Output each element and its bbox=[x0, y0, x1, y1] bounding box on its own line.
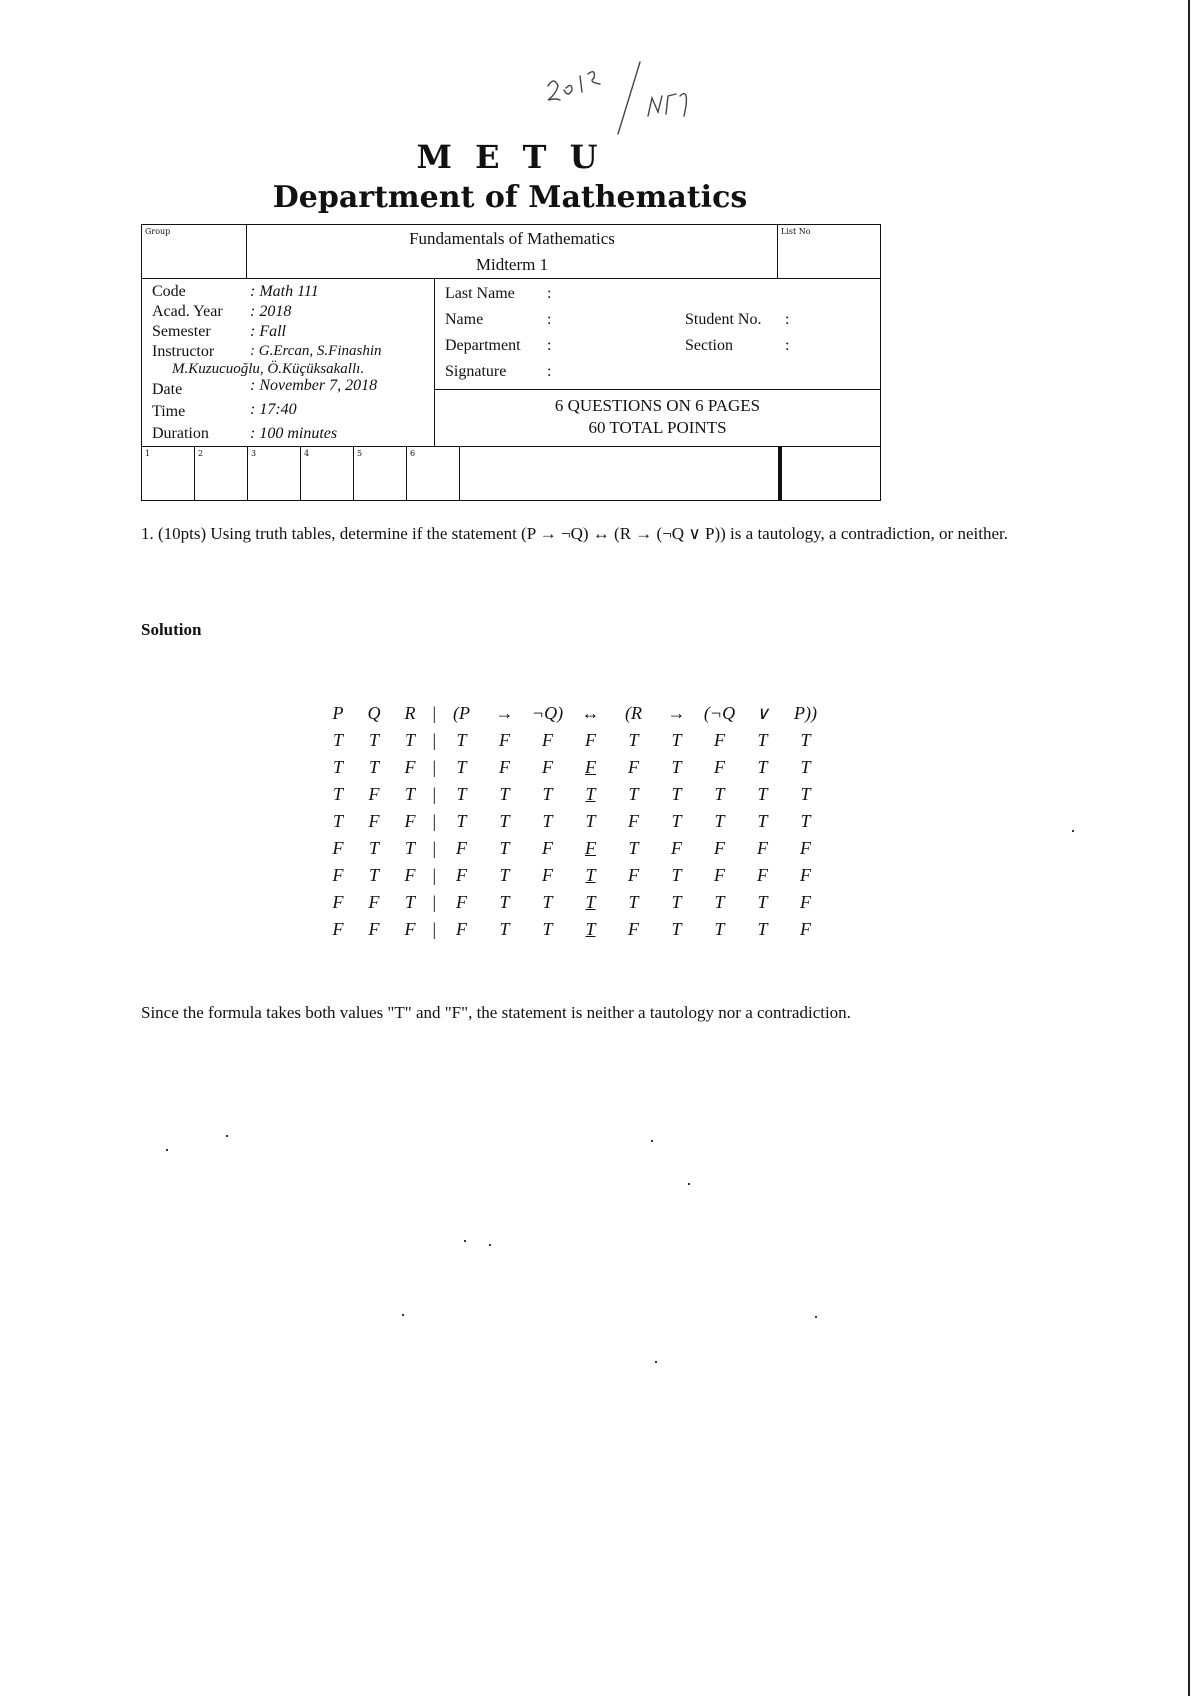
date-value: : November 7, 2018 bbox=[250, 377, 378, 394]
truth-table-cell: F bbox=[714, 865, 725, 885]
instructor-value: : G.Ercan, S.Finashin bbox=[250, 343, 382, 359]
truth-table-cell: T bbox=[800, 811, 811, 831]
truth-table-cell: F bbox=[368, 892, 380, 912]
truth-table-row bbox=[320, 808, 827, 835]
truth-table-cell: F bbox=[368, 919, 380, 939]
code-value: : Math 111 bbox=[250, 283, 319, 300]
truth-table-cell: F bbox=[800, 838, 811, 858]
truth-table-cell: T bbox=[714, 811, 725, 831]
truth-table-cell: T bbox=[585, 784, 596, 804]
header-cell: (¬Q bbox=[703, 703, 736, 723]
score-cell-6: 6 bbox=[406, 446, 460, 501]
truth-table-cell: T bbox=[714, 919, 725, 939]
truth-table-cell: | bbox=[431, 865, 437, 885]
truth-table-cell: T bbox=[368, 757, 379, 777]
scan-speck bbox=[226, 1135, 228, 1137]
truth-table-cell: F bbox=[456, 838, 467, 858]
truth-table-cell: T bbox=[499, 838, 510, 858]
acad-year-label: Acad. Year bbox=[152, 303, 223, 320]
truth-table-cell: T bbox=[404, 784, 415, 804]
header-university: M E T U bbox=[416, 138, 604, 176]
date-label: Date bbox=[152, 381, 183, 398]
exam-name: Midterm 1 bbox=[475, 255, 549, 274]
truth-table-cell: F bbox=[585, 838, 596, 858]
truth-table-cell: T bbox=[671, 811, 682, 831]
header-cell: (R bbox=[625, 703, 642, 723]
course-cell bbox=[246, 224, 778, 279]
header-cell: Q bbox=[367, 703, 381, 723]
header-cell: | bbox=[431, 703, 437, 723]
truth-table-cell: T bbox=[456, 784, 467, 804]
group-label: Group bbox=[145, 227, 171, 236]
time-label: Time bbox=[152, 403, 186, 420]
scan-speck bbox=[489, 1244, 491, 1246]
points-line: 60 TOTAL POINTS bbox=[588, 418, 727, 437]
truth-table-cell: T bbox=[628, 838, 639, 858]
truth-table-cell: T bbox=[542, 892, 553, 912]
questions-line: 6 QUESTIONS ON 6 PAGES bbox=[554, 396, 761, 415]
truth-table-cell: F bbox=[628, 865, 639, 885]
group-cell bbox=[141, 224, 247, 279]
department-label: Department bbox=[445, 337, 521, 354]
truth-table-cell: | bbox=[431, 919, 437, 939]
truth-table-cell: T bbox=[368, 730, 379, 750]
department-colon: : bbox=[547, 337, 552, 354]
truth-table-cell: F bbox=[585, 757, 596, 777]
truth-table-cell: F bbox=[332, 838, 344, 858]
scan-speck bbox=[1072, 830, 1074, 832]
truth-table-cell: T bbox=[585, 892, 596, 912]
truth-table-row bbox=[320, 835, 827, 862]
header-cell: ∨ bbox=[755, 703, 770, 723]
truth-table-cell: F bbox=[542, 757, 553, 777]
truth-table-cell: T bbox=[671, 919, 682, 939]
truth-table-cell: T bbox=[671, 865, 682, 885]
truth-table-cell: T bbox=[404, 730, 415, 750]
truth-table-cell: T bbox=[800, 757, 811, 777]
exam-info-box bbox=[141, 224, 881, 501]
last-name-colon: : bbox=[547, 285, 552, 302]
last-name-label: Last Name bbox=[445, 285, 515, 302]
truth-table-cell: | bbox=[431, 757, 437, 777]
instructor-label: Instructor bbox=[152, 343, 215, 360]
truth-table-cell: F bbox=[671, 838, 682, 858]
course-details bbox=[141, 278, 435, 447]
truth-table-row bbox=[320, 781, 827, 808]
truth-table-cell: F bbox=[800, 919, 811, 939]
truth-table-cell: | bbox=[431, 838, 437, 858]
truth-table-cell: F bbox=[542, 865, 553, 885]
course-title: Fundamentals of Mathematics bbox=[409, 229, 615, 248]
score-cell-1: 1 bbox=[141, 446, 195, 501]
solution-label: Solution bbox=[141, 620, 202, 639]
truth-table-cell: T bbox=[628, 784, 639, 804]
truth-table-cell: T bbox=[585, 919, 596, 939]
truth-table-cell: T bbox=[368, 865, 379, 885]
truth-table-cell: T bbox=[585, 865, 596, 885]
truth-table-cell: T bbox=[757, 919, 768, 939]
header-cell: (P bbox=[453, 703, 470, 723]
header-cell: P)) bbox=[794, 703, 817, 723]
truth-table-cell: F bbox=[585, 730, 596, 750]
scan-speck bbox=[464, 1240, 466, 1242]
truth-table-cell: F bbox=[332, 892, 344, 912]
list-no-cell bbox=[777, 224, 881, 279]
truth-table-cell: T bbox=[542, 811, 553, 831]
truth-table-cell: | bbox=[431, 730, 437, 750]
student-no-label: Student No. bbox=[685, 311, 762, 328]
truth-table-row bbox=[320, 862, 827, 889]
truth-table-cell: T bbox=[499, 892, 510, 912]
truth-table-cell: T bbox=[757, 757, 768, 777]
truth-table-cell: T bbox=[499, 811, 510, 831]
header-cell: R bbox=[404, 703, 416, 723]
truth-table-cell: | bbox=[431, 811, 437, 831]
truth-table-row bbox=[320, 754, 827, 781]
truth-table-cell: F bbox=[757, 865, 768, 885]
truth-table-cell: T bbox=[757, 811, 768, 831]
score-total-cell bbox=[778, 446, 881, 501]
truth-table-cell: T bbox=[714, 892, 725, 912]
truth-table-cell: T bbox=[714, 784, 725, 804]
truth-table-cell: T bbox=[671, 730, 682, 750]
student-no-colon: : bbox=[785, 311, 790, 328]
truth-table-cell: F bbox=[404, 757, 416, 777]
truth-table-cell: F bbox=[628, 919, 639, 939]
name-label: Name bbox=[445, 311, 484, 328]
duration-label: Duration bbox=[152, 425, 209, 442]
truth-table-cell: T bbox=[456, 811, 467, 831]
signature-label: Signature bbox=[445, 363, 507, 380]
points-info bbox=[434, 389, 881, 447]
code-label: Code bbox=[152, 283, 186, 300]
question-1: 1. (10pts) Using truth tables, determine if the statement (P → ¬Q) ↔ (R → (¬Q ∨ P)) is a tautology, a contradiction, or neither. bbox=[141, 524, 1008, 543]
truth-table-cell: T bbox=[542, 919, 553, 939]
scan-speck bbox=[402, 1314, 404, 1316]
truth-table-cell: F bbox=[628, 811, 639, 831]
truth-table-row bbox=[320, 727, 827, 754]
time-value: : 17:40 bbox=[250, 401, 297, 418]
score-cell-blank bbox=[459, 446, 779, 501]
semester-label: Semester bbox=[152, 323, 211, 340]
truth-table-cell: T bbox=[456, 730, 467, 750]
section-label: Section bbox=[685, 337, 733, 354]
truth-table-cell: T bbox=[499, 784, 510, 804]
conclusion: Since the formula takes both values "T" and "F", the statement is neither a tautology nor a contradiction. bbox=[141, 1003, 851, 1022]
list-no-label: List No bbox=[781, 227, 811, 236]
truth-table-cell: F bbox=[714, 838, 725, 858]
truth-table-cell: T bbox=[456, 757, 467, 777]
truth-table-cell: T bbox=[499, 865, 510, 885]
truth-table-cell: F bbox=[456, 919, 467, 939]
duration-value: : 100 minutes bbox=[250, 425, 338, 442]
truth-table-cell: T bbox=[757, 892, 768, 912]
truth-table-row bbox=[320, 889, 827, 916]
header-cell: ↔ bbox=[581, 703, 600, 723]
truth-table-cell: F bbox=[456, 892, 467, 912]
truth-table-cell: T bbox=[368, 838, 379, 858]
truth-table-cell: F bbox=[800, 865, 811, 885]
truth-table-cell: F bbox=[499, 757, 510, 777]
header-cell: P bbox=[332, 703, 344, 723]
score-cell-4: 4 bbox=[300, 446, 354, 501]
truth-table-cell: F bbox=[714, 757, 725, 777]
truth-table-cell: | bbox=[431, 784, 437, 804]
truth-table-cell: F bbox=[542, 838, 553, 858]
score-cell-2: 2 bbox=[194, 446, 248, 501]
handwritten-note bbox=[540, 56, 740, 136]
instructor-value-2: M.Kuzucuoğlu, Ö.Küçüksakallı. bbox=[172, 361, 365, 377]
truth-table-cell: F bbox=[714, 730, 725, 750]
truth-table-cell: F bbox=[368, 811, 380, 831]
truth-table-cell: F bbox=[542, 730, 553, 750]
truth-table-cell: F bbox=[800, 892, 811, 912]
truth-table-header bbox=[320, 700, 827, 727]
header-cell: → bbox=[667, 703, 686, 723]
acad-year-value: : 2018 bbox=[250, 303, 292, 320]
truth-table-cell: T bbox=[800, 730, 811, 750]
truth-table-cell: T bbox=[542, 784, 553, 804]
truth-table-cell: T bbox=[628, 892, 639, 912]
name-colon: : bbox=[547, 311, 552, 328]
page-edge-line bbox=[1188, 0, 1190, 1696]
header-cell: ¬Q) bbox=[531, 703, 564, 723]
section-colon: : bbox=[785, 337, 790, 354]
truth-table-row bbox=[320, 916, 827, 943]
truth-table-cell: T bbox=[499, 919, 510, 939]
truth-table-cell: T bbox=[671, 892, 682, 912]
truth-table-cell: T bbox=[757, 784, 768, 804]
truth-table-cell: T bbox=[800, 784, 811, 804]
truth-table-cell: F bbox=[757, 838, 768, 858]
truth-table-cell: F bbox=[456, 865, 467, 885]
truth-table-cell: T bbox=[332, 730, 343, 750]
truth-table-cell: T bbox=[404, 838, 415, 858]
truth-table-cell: | bbox=[431, 892, 437, 912]
truth-table-cell: T bbox=[332, 784, 343, 804]
signature-colon: : bbox=[547, 363, 552, 380]
truth-table-cell: F bbox=[404, 811, 416, 831]
truth-table-cell: T bbox=[332, 757, 343, 777]
header-department: Department of Mathematics bbox=[272, 180, 748, 215]
scan-speck bbox=[655, 1361, 657, 1363]
scan-speck bbox=[651, 1140, 653, 1142]
truth-table-cell: T bbox=[671, 784, 682, 804]
truth-table-cell: F bbox=[499, 730, 510, 750]
truth-table bbox=[320, 700, 827, 943]
truth-table-cell: T bbox=[332, 811, 343, 831]
truth-table-cell: F bbox=[332, 919, 344, 939]
truth-table-cell: F bbox=[404, 919, 416, 939]
truth-table-cell: F bbox=[332, 865, 344, 885]
score-cell-5: 5 bbox=[353, 446, 407, 501]
truth-table-cell: T bbox=[585, 811, 596, 831]
truth-table-cell: T bbox=[757, 730, 768, 750]
scan-speck bbox=[815, 1316, 817, 1318]
scan-speck bbox=[688, 1183, 690, 1185]
scan-speck bbox=[166, 1149, 168, 1151]
header-cell: → bbox=[495, 703, 514, 723]
score-cell-3: 3 bbox=[247, 446, 301, 501]
truth-table-cell: T bbox=[628, 730, 639, 750]
truth-table-cell: T bbox=[671, 757, 682, 777]
student-fields bbox=[434, 278, 881, 390]
truth-table-cell: F bbox=[404, 865, 416, 885]
truth-table-cell: F bbox=[368, 784, 380, 804]
semester-value: : Fall bbox=[250, 323, 286, 340]
truth-table-cell: F bbox=[628, 757, 639, 777]
truth-table-cell: T bbox=[404, 892, 415, 912]
